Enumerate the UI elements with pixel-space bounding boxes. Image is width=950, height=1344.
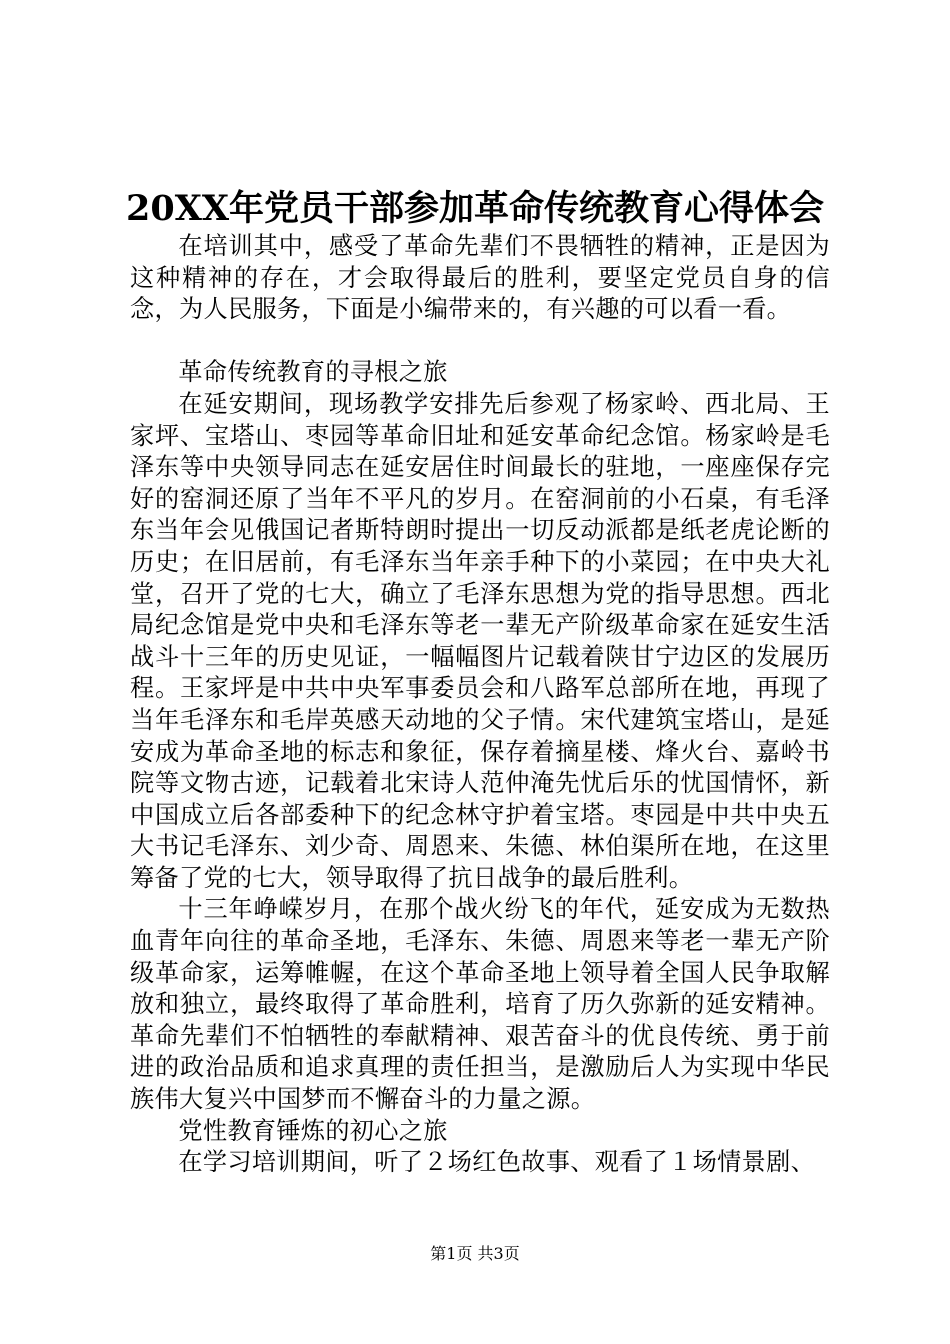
- intro-paragraph: 在培训其中，感受了革命先辈们不畏牺牲的精神，正是因为这种精神的存在，才会取得最后的胜利，要坚定党员自身的信念，为人民服务，下面是小编带来的，有兴趣的可以看一看。: [130, 232, 830, 324]
- section-heading-1: 革命传统教育的寻根之旅: [178, 358, 448, 387]
- document-title: 20XX年党员干部参加革命传统教育心得体会: [125, 188, 825, 229]
- section1-paragraph-1: 在延安期间，现场教学安排先后参观了杨家岭、西北局、王家坪、宝塔山、枣园等革命旧址和延安革命纪念馆。杨家岭是毛泽东等中央领导同志在延安居住时间最长的驻地，一座座保存完好的窑洞还原了当年不平凡的岁月。在窑洞前的小石桌，有毛泽东当年会见俄国记者斯特朗时提出一切反动派都是纸老虎论断的历史；在旧居前，有毛泽东当年亲手种下的小菜园；在中央大礼堂，召开了党的七大，确立了毛泽东思想为党的指导思想。西北局纪念馆是党中央和毛泽东等老一辈无产阶级革命家在延安生活战斗十三年的历史见证，一幅幅图片记载着陕甘宁边区的发展历程。王家坪是中共中央军事委员会和八路军总部所在地，再现了当年毛泽东和毛岸英感天动地的父子情。宋代建筑宝塔山，是延安成为革命圣地的标志和象征，保存着摘星楼、烽火台、嘉岭书院等文物古迹，记载着北宋诗人范仲淹先忧后乐的忧国情怀，新中国成立后各部委种下的纪念林守护着宝塔。枣园是中共中央五大书记毛泽东、刘少奇、周恩来、朱德、林伯渠所在地，在这里筹备了党的七大，领导取得了抗日战争的最后胜利。: [130, 389, 830, 892]
- section-heading-2: 党性教育锤炼的初心之旅: [178, 1116, 448, 1145]
- page-footer: 第1页 共3页: [430, 1244, 520, 1263]
- document-body: [130, 231, 830, 1179]
- section1-paragraph-2: 十三年峥嵘岁月，在那个战火纷飞的年代，延安成为无数热血青年向往的革命圣地，毛泽东、朱德、周恩来等老一辈无产阶级革命家，运筹帷幄，在这个革命圣地上领导着全国人民争取解放和独立，最终取得了革命胜利，培育了历久弥新的延安精神。革命先辈们不怕牺牲的奉献精神、艰苦奋斗的优良传统、勇于前进的政治品质和追求真理的责任担当，是激励后人为实现中华民族伟大复兴中国梦而不懈奋斗的力量之源。: [130, 895, 830, 1114]
- section2-paragraph-1: 在学习培训期间，听了２场红色故事、观看了１场情景剧、: [178, 1148, 816, 1177]
- paragraph-gap: [130, 326, 830, 358]
